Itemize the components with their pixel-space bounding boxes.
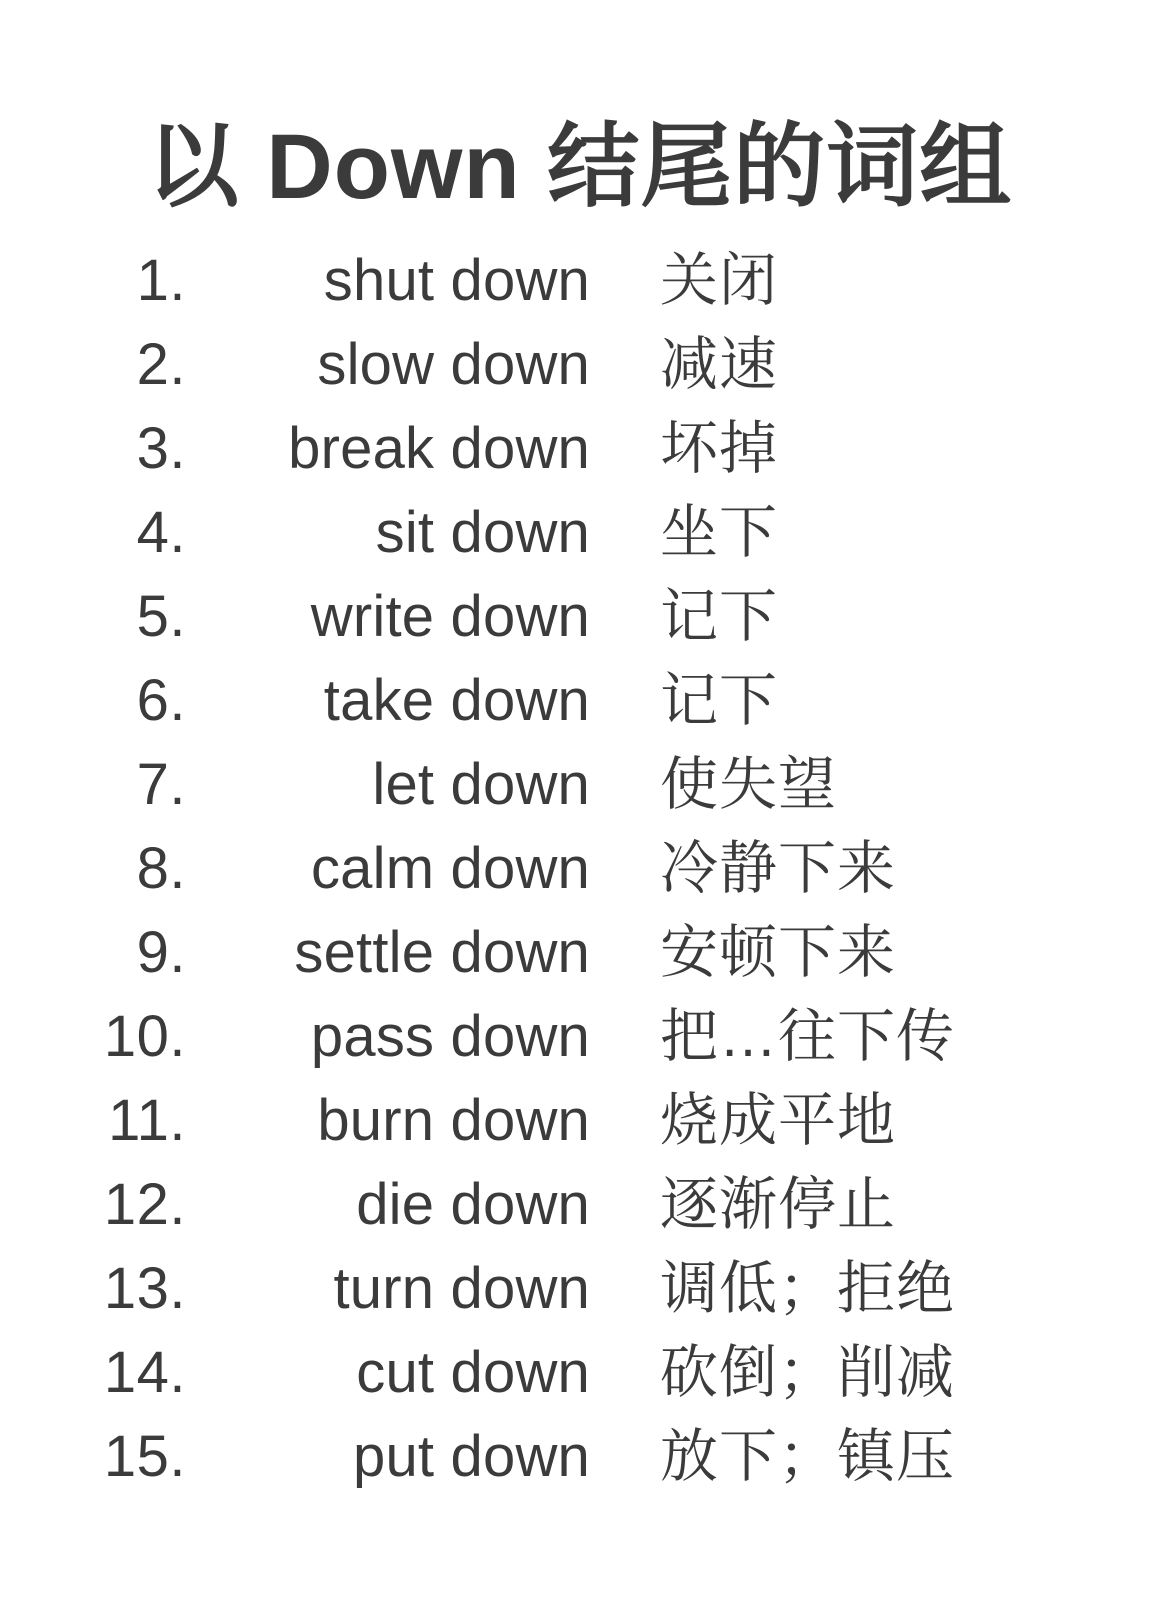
item-english: put down: [353, 1424, 590, 1490]
item-english: write down: [310, 584, 590, 650]
item-number: 4.: [136, 500, 186, 566]
phrase-list: [0, 217, 1159, 1499]
item-chinese: 调低；拒绝: [660, 1256, 956, 1322]
list-item: [0, 1247, 1159, 1331]
list-item: [0, 323, 1159, 407]
page-title: 以 Down 结尾的词组: [146, 116, 1013, 218]
list-item: [0, 827, 1159, 911]
list-item: [0, 575, 1159, 659]
item-chinese: 坐下: [660, 500, 779, 566]
list-item: [0, 1415, 1159, 1499]
item-english: die down: [356, 1172, 590, 1238]
item-number: 5.: [136, 584, 186, 650]
list-item: [0, 491, 1159, 575]
item-english: break down: [288, 416, 590, 482]
item-chinese: 关闭: [660, 248, 779, 314]
item-english: turn down: [333, 1256, 590, 1322]
item-number: 3.: [136, 416, 186, 482]
item-english: cut down: [356, 1340, 590, 1406]
item-number: 13.: [103, 1256, 186, 1322]
list-item: [0, 407, 1159, 491]
item-chinese: 逐渐停止: [660, 1172, 897, 1238]
item-english: take down: [323, 668, 590, 734]
item-chinese: 记下: [660, 668, 779, 734]
item-chinese: 砍倒；削减: [660, 1340, 956, 1406]
item-english: settle down: [294, 920, 590, 986]
list-item: [0, 911, 1159, 995]
item-english: sit down: [375, 500, 590, 566]
item-chinese: 冷静下来: [660, 836, 897, 902]
item-english: let down: [372, 752, 590, 818]
list-item: [0, 995, 1159, 1079]
item-chinese: 把…往下传: [660, 1004, 956, 1070]
item-chinese: 使失望: [660, 752, 838, 818]
item-number: 14.: [103, 1340, 186, 1406]
item-chinese: 记下: [660, 584, 779, 650]
item-number: 6.: [136, 668, 186, 734]
item-chinese: 减速: [660, 332, 779, 398]
item-english: shut down: [323, 248, 590, 314]
item-english: burn down: [317, 1088, 590, 1154]
item-number: 8.: [136, 836, 186, 902]
item-number: 12.: [103, 1172, 186, 1238]
item-number: 9.: [136, 920, 186, 986]
item-english: slow down: [317, 332, 590, 398]
item-chinese: 烧成平地: [660, 1088, 897, 1154]
item-number: 1.: [136, 248, 186, 314]
list-item: [0, 239, 1159, 323]
item-english: pass down: [310, 1004, 590, 1070]
list-item: [0, 659, 1159, 743]
item-chinese: 坏掉: [660, 416, 779, 482]
item-number: 10.: [103, 1004, 186, 1070]
item-number: 2.: [136, 332, 186, 398]
item-chinese: 安顿下来: [660, 920, 897, 986]
list-item: [0, 1163, 1159, 1247]
list-item: [0, 743, 1159, 827]
list-item: [0, 1079, 1159, 1163]
item-number: 15.: [103, 1424, 186, 1490]
item-number: 7.: [136, 752, 186, 818]
list-item: [0, 1331, 1159, 1415]
item-number: 11.: [108, 1088, 186, 1154]
item-english: calm down: [310, 836, 590, 902]
item-chinese: 放下；镇压: [660, 1424, 956, 1490]
